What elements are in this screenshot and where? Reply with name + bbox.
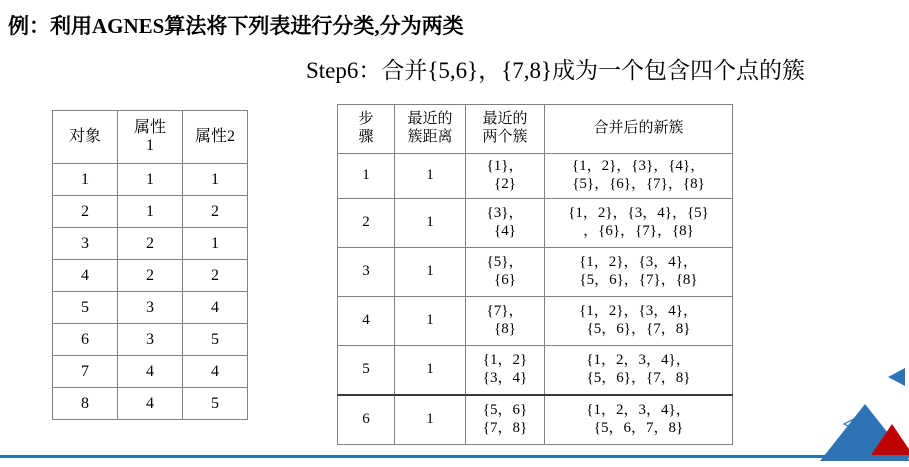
cell-attr1: 3 bbox=[118, 324, 183, 356]
cell-step: 3 bbox=[338, 248, 395, 297]
cell-new-cluster: {1，2}，{3，4}，{5} ，{6}，{7}，{8} bbox=[545, 199, 733, 248]
cell-new-cluster: {1，2}，{3，4}， {5，6}，{7，8} bbox=[545, 297, 733, 346]
table-row bbox=[338, 395, 733, 445]
table-row bbox=[53, 388, 248, 420]
cell-attr1: 2 bbox=[118, 260, 183, 292]
cell-two-clusters: {1，2} {3，4} bbox=[466, 346, 545, 396]
cell-two-clusters: {7}， {8} bbox=[466, 297, 545, 346]
table-header-row bbox=[53, 111, 248, 164]
cell-new-cluster: {1，2，3，4}， {5，6}，{7，8} bbox=[545, 346, 733, 396]
table-row bbox=[53, 260, 248, 292]
triangle-up-red-icon bbox=[869, 424, 909, 458]
table-row bbox=[338, 248, 733, 297]
footer-divider bbox=[0, 455, 909, 458]
cell-attr1: 1 bbox=[118, 164, 183, 196]
cell-new-cluster: {1，2}，{3，4}， {5，6}，{7}，{8} bbox=[545, 248, 733, 297]
cell-attr1: 4 bbox=[118, 356, 183, 388]
cell-step: 5 bbox=[338, 346, 395, 396]
cell-object: 8 bbox=[53, 388, 118, 420]
cell-step: 4 bbox=[338, 297, 395, 346]
page-title: 例：利用AGNES算法将下列表进行分类,分为两类 bbox=[8, 14, 464, 38]
cell-object: 1 bbox=[53, 164, 118, 196]
object-attribute-table bbox=[52, 110, 248, 420]
cell-two-clusters: {3}， {4} bbox=[466, 199, 545, 248]
cell-new-cluster: {1，2，3，4}， {5，6，7，8} bbox=[545, 395, 733, 445]
table-header-row bbox=[338, 105, 733, 154]
cell-attr2: 5 bbox=[183, 324, 248, 356]
agnes-steps-table bbox=[337, 104, 733, 445]
cell-object: 3 bbox=[53, 228, 118, 260]
cell-attr2: 2 bbox=[183, 196, 248, 228]
cell-new-cluster: {1，2}，{3}，{4}， {5}，{6}，{7}，{8} bbox=[545, 154, 733, 199]
cell-object: 2 bbox=[53, 196, 118, 228]
cell-distance: 1 bbox=[395, 297, 466, 346]
column-header-two-clusters: 最近的 两个簇 bbox=[466, 105, 545, 154]
cell-attr2: 4 bbox=[183, 292, 248, 324]
column-header-new-cluster: 合并后的新簇 bbox=[545, 105, 733, 154]
column-header-step: 步 骤 bbox=[338, 105, 395, 154]
cell-object: 7 bbox=[53, 356, 118, 388]
cell-attr2: 1 bbox=[183, 228, 248, 260]
column-header-object: 对象 bbox=[53, 111, 118, 164]
cell-distance: 1 bbox=[395, 346, 466, 396]
cell-step: 1 bbox=[338, 154, 395, 199]
cell-distance: 1 bbox=[395, 154, 466, 199]
cell-attr2: 4 bbox=[183, 356, 248, 388]
cell-step: 2 bbox=[338, 199, 395, 248]
cell-attr1: 4 bbox=[118, 388, 183, 420]
cell-two-clusters: {5}， {6} bbox=[466, 248, 545, 297]
step-description: Step6：合并{5,6}，{7,8}成为一个包含四个点的簇 bbox=[306, 58, 806, 83]
table-row bbox=[53, 292, 248, 324]
column-header-attr2: 属性2 bbox=[183, 111, 248, 164]
cell-distance: 1 bbox=[395, 199, 466, 248]
table-row bbox=[338, 154, 733, 199]
cell-attr2: 2 bbox=[183, 260, 248, 292]
table-row bbox=[53, 324, 248, 356]
table-row bbox=[338, 346, 733, 396]
cell-step: 6 bbox=[338, 395, 395, 445]
cell-attr1: 1 bbox=[118, 196, 183, 228]
cell-distance: 1 bbox=[395, 395, 466, 445]
cell-distance: 1 bbox=[395, 248, 466, 297]
column-header-attr1: 属性 1 bbox=[118, 111, 183, 164]
table-row bbox=[53, 228, 248, 260]
table-row bbox=[338, 199, 733, 248]
triangle-left-icon bbox=[888, 368, 905, 386]
table-row bbox=[53, 356, 248, 388]
cell-attr1: 2 bbox=[118, 228, 183, 260]
cell-attr2: 5 bbox=[183, 388, 248, 420]
cell-object: 6 bbox=[53, 324, 118, 356]
table-row bbox=[53, 164, 248, 196]
cell-attr2: 1 bbox=[183, 164, 248, 196]
table-row bbox=[338, 297, 733, 346]
cell-two-clusters: {1}， {2} bbox=[466, 154, 545, 199]
cell-object: 4 bbox=[53, 260, 118, 292]
cell-attr1: 3 bbox=[118, 292, 183, 324]
cell-object: 5 bbox=[53, 292, 118, 324]
cell-two-clusters: {5，6} {7，8} bbox=[466, 395, 545, 445]
column-header-distance: 最近的 簇距离 bbox=[395, 105, 466, 154]
table-row bbox=[53, 196, 248, 228]
